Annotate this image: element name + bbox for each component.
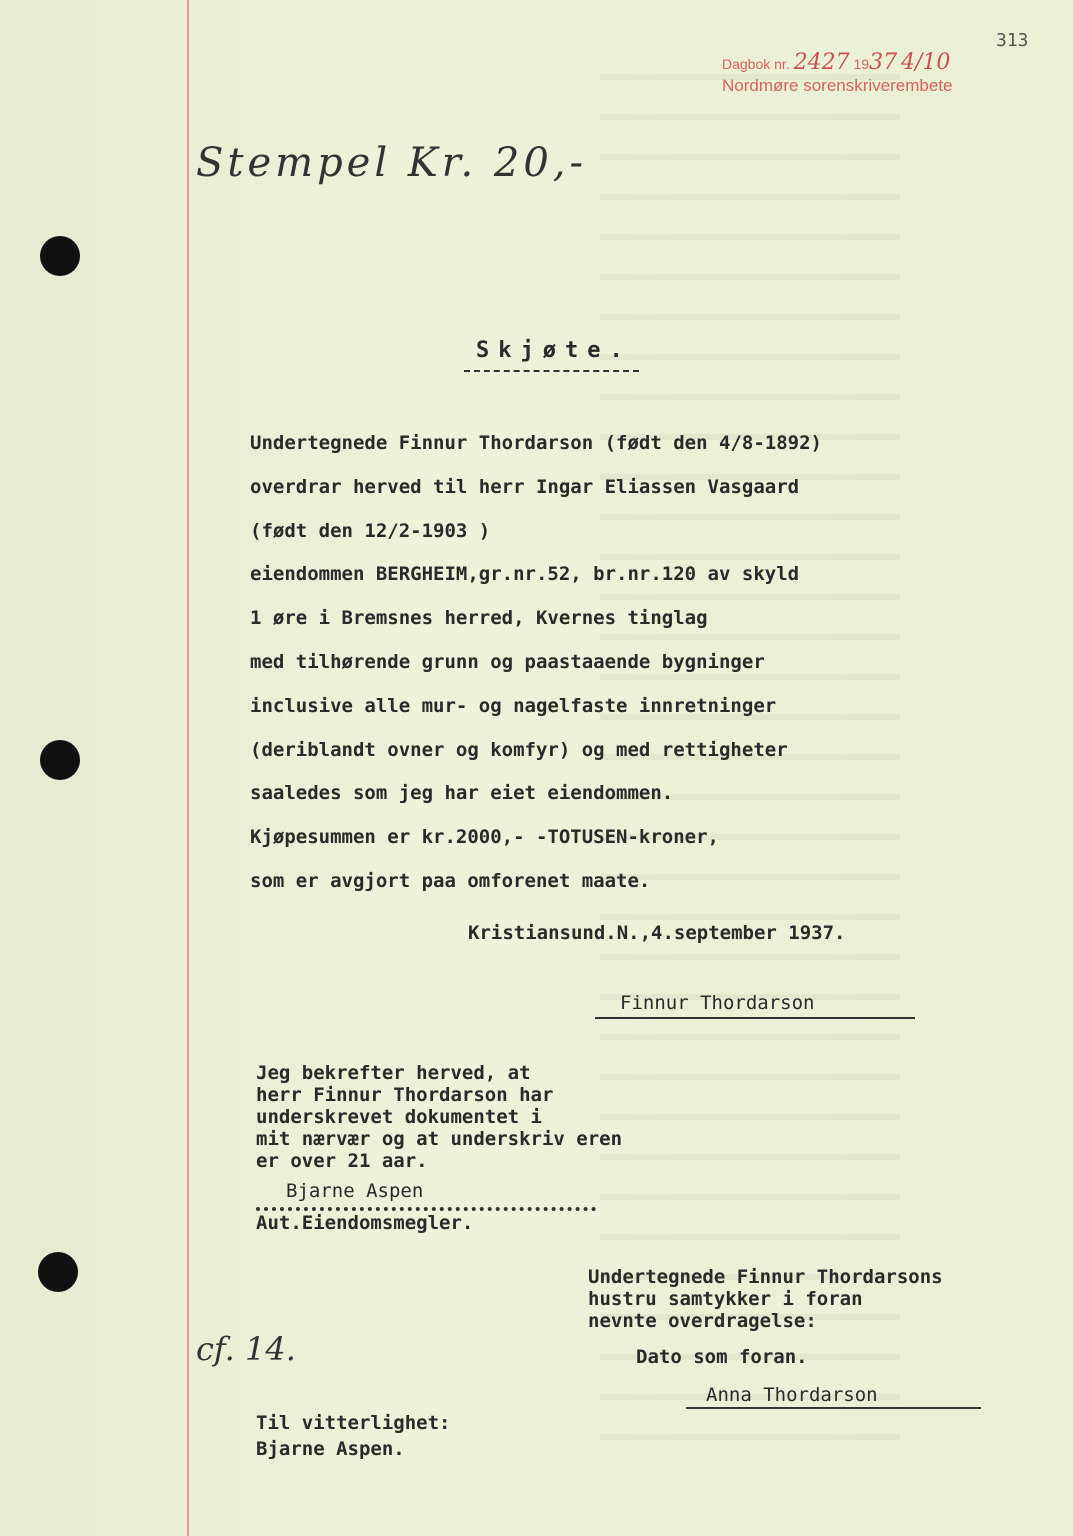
broker-signature-line — [256, 1207, 596, 1211]
body-line: 1 øre i Bremsnes herred, Kvernes tinglag — [250, 607, 708, 630]
handwritten-initials: cf. 14. — [196, 1330, 296, 1368]
seller-signature-line — [595, 1017, 915, 1019]
stamp-office: Nordmøre sorenskriverembete — [722, 76, 953, 95]
body-line: Kjøpesummen er kr.2000,- -TOTUSEN-kroner, — [250, 826, 719, 849]
body-line: (født den 12/2-1903 ) — [250, 519, 491, 542]
body-line: (deriblandt ovner og komfyr) og med rettigheter — [250, 738, 788, 761]
body-line: inclusive alle mur- og nagelfaste innretninger — [250, 694, 777, 717]
page-number: 313 — [996, 30, 1029, 51]
stamp-year-prefix: 19 — [853, 56, 870, 72]
witness-line: underskrevet dokumentet i — [256, 1106, 542, 1128]
stamp-number: 2427 — [793, 50, 850, 75]
attestation-label: Til vitterlighet: — [256, 1412, 451, 1434]
punch-hole-middle — [40, 740, 80, 780]
consent-date: Dato som foran. — [636, 1346, 808, 1368]
document-title: Skjøte. — [476, 338, 632, 363]
title-underline — [464, 370, 639, 372]
place-and-date: Kristiansund.N.,4.september 1937. — [468, 922, 846, 944]
seller-signature: Finnur Thordarson — [620, 992, 815, 1014]
body-line: Undertegnede Finnur Thordarson (født den 4/8-1892) — [250, 432, 822, 454]
body-line: eiendommen BERGHEIM,gr.nr.52, br.nr.120 av skyld — [250, 563, 800, 586]
spouse-signature-line — [686, 1407, 981, 1409]
stamp-date: 4/10 — [900, 50, 951, 75]
deed-body — [250, 422, 910, 904]
consent-line: hustru samtykker i foran — [588, 1288, 863, 1310]
witness-line: herr Finnur Thordarson har — [256, 1084, 554, 1106]
stamp-year: 37 — [869, 50, 898, 75]
witness-line: er over 21 aar. — [256, 1150, 428, 1172]
body-line: saaledes som jeg har eiet eiendommen. — [250, 782, 674, 805]
margin-line — [187, 0, 189, 1536]
diary-stamp — [722, 50, 950, 75]
stamp-fee-note: Stempel Kr. 20,- — [196, 140, 588, 186]
body-line: overdrar herved til herr Ingar Eliassen Vasgaard — [250, 475, 800, 498]
attestation — [256, 1410, 450, 1462]
attestation-name: Bjarne Aspen. — [256, 1438, 405, 1460]
broker-title: Aut.Eiendomsmegler. — [256, 1212, 474, 1234]
witness-line: mit nærvær og at underskriv eren — [256, 1128, 623, 1150]
punch-hole-top — [40, 236, 80, 276]
stamp-prefix: Dagbok nr. — [722, 56, 790, 72]
consent-line: nevnte overdragelse: — [588, 1310, 817, 1332]
spouse-consent — [588, 1266, 943, 1332]
consent-line: Undertegnede Finnur Thordarsons — [588, 1266, 943, 1288]
punch-hole-bottom — [38, 1252, 78, 1292]
witness-line: Jeg bekrefter herved, at — [256, 1062, 531, 1084]
body-line: som er avgjort paa omforenet maate. — [250, 869, 651, 892]
witness-statement — [256, 1062, 622, 1172]
body-line: med tilhørende grunn og paastaaende bygninger — [250, 650, 765, 673]
broker-signature: Bjarne Aspen — [286, 1180, 424, 1202]
spouse-signature: Anna Thordarson — [706, 1384, 878, 1406]
